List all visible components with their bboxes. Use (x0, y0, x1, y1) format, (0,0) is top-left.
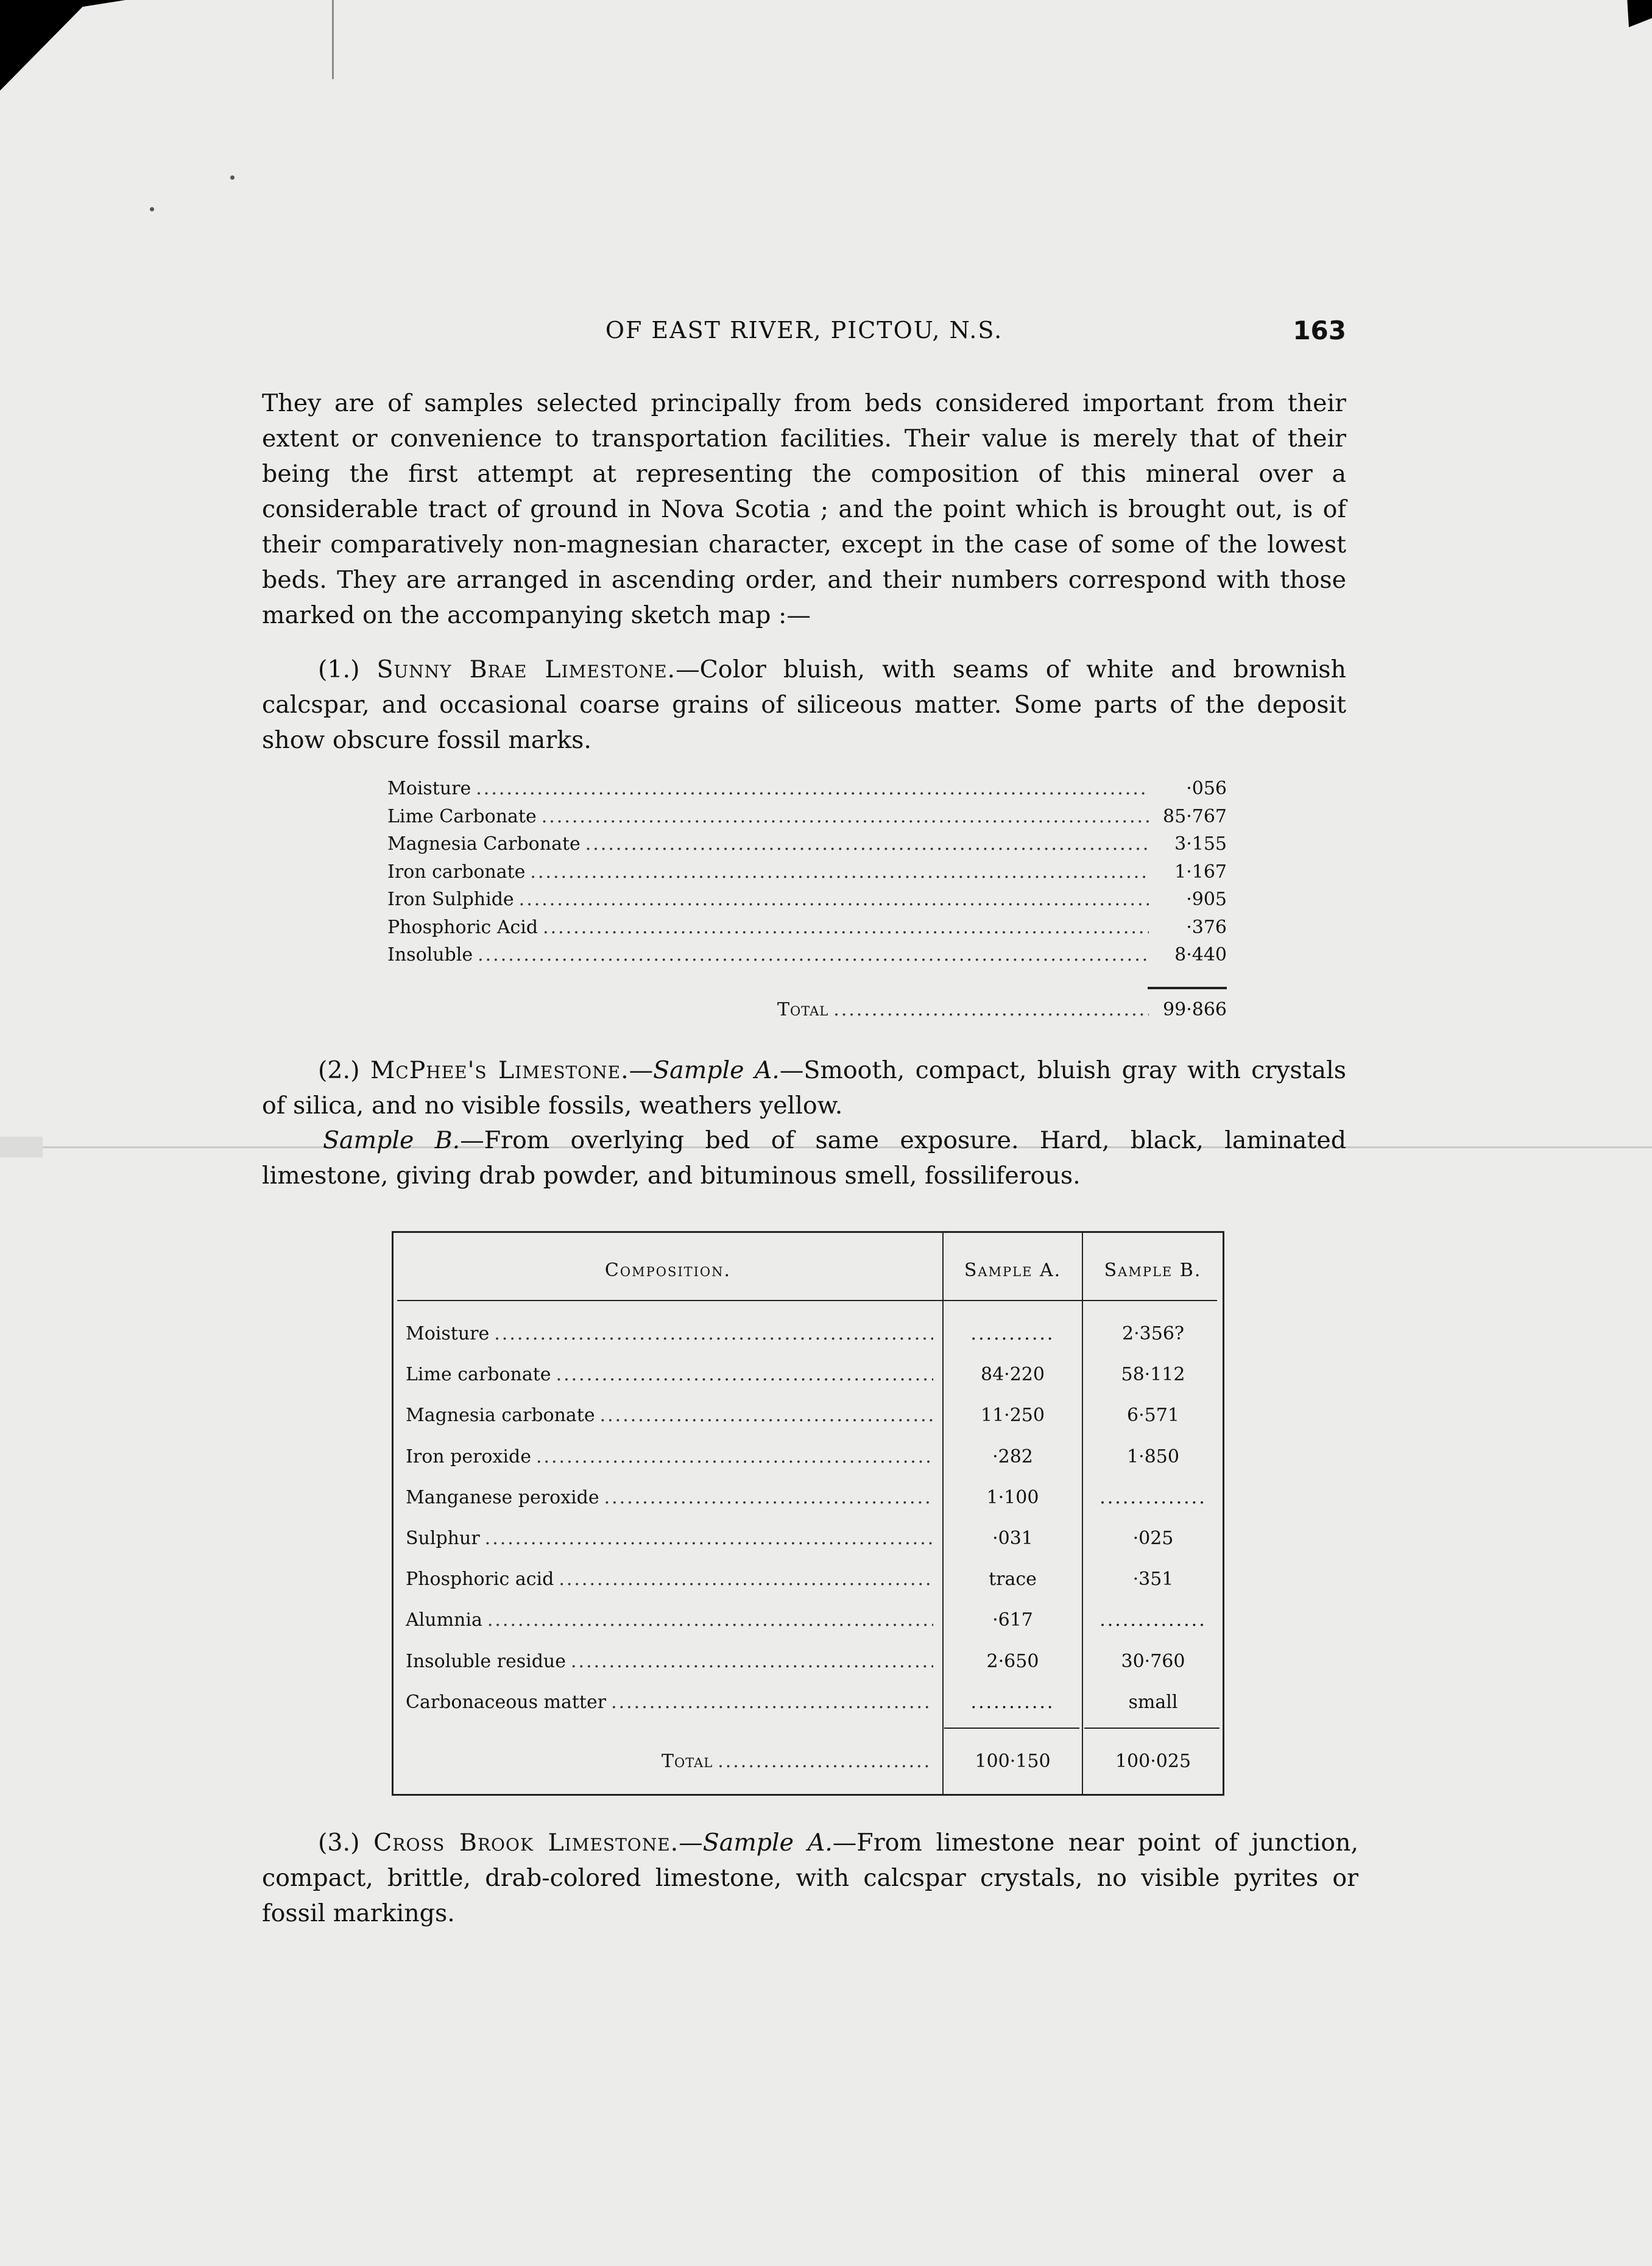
running-head: OF EAST RIVER, PICTOU, N.S. (605, 317, 1003, 344)
composition-cell (406, 1569, 933, 1590)
analysis-value: ·905 (1186, 889, 1227, 910)
analysis-row (387, 778, 1227, 806)
composition-cell (406, 1651, 933, 1672)
paper-speck (230, 175, 235, 180)
section-2-sample-b-paragraph (262, 1123, 1346, 1196)
paper-fold-notch (0, 1137, 43, 1157)
analysis-label: Magnesia Carbonate (387, 833, 581, 855)
analysis-row (387, 833, 1227, 861)
section-title: Cross Brook Limestone. (373, 1829, 679, 1857)
sample-a-intro: — (629, 1056, 654, 1084)
leader-dots (487, 1609, 933, 1631)
composition-label: Lime carbonate (406, 1364, 551, 1386)
composition-label: Sulphur (406, 1528, 480, 1549)
leader-dots (600, 1405, 933, 1426)
table-row (394, 1487, 1223, 1527)
section-number: (1.) (318, 655, 360, 683)
leader-dots (536, 1446, 933, 1467)
composition-cell (406, 1405, 933, 1426)
analysis-value: 3·155 (1174, 833, 1227, 855)
sample-b-value: 58·112 (1121, 1364, 1185, 1386)
composition-label: Manganese peroxide (406, 1486, 599, 1508)
table-row (394, 1569, 1223, 1609)
leader-dots (559, 1569, 933, 1590)
leader-dots (530, 861, 1149, 883)
sample-a-value: ·282 (992, 1445, 1033, 1467)
paper-crease (332, 0, 334, 79)
analysis-label: Insoluble (387, 944, 473, 965)
table-row (394, 1323, 1223, 1363)
table-row (394, 1651, 1223, 1691)
section-2-paragraph (262, 1053, 1346, 1126)
leader-dots (571, 1651, 933, 1672)
composition-cell (406, 1528, 933, 1549)
sample-a-label: Sample A. (702, 1829, 833, 1857)
composition-label: Moisture (406, 1323, 490, 1344)
analysis-value: 8·440 (1174, 944, 1227, 965)
intro-paragraph: They are of samples selected principally from beds considered important from their extent or convenience to transportation facilities. Their value is merely that of their being the first attempt at representing the composition of this mineral over a considerable tract of ground in Nova Scotia ; and the point which is brought out, is of their comparatively non-magnesian character, except in the case of some of the lowest beds. They are arranged in ascending order, and their numbers correspond with those marked on the accompanying sketch map :— (262, 389, 1346, 629)
leader-dots (604, 1487, 933, 1508)
section-number: (2.) (318, 1056, 360, 1084)
sample-a-intro: — (679, 1829, 703, 1857)
table-row (394, 1405, 1223, 1445)
page-header (262, 317, 1346, 359)
analysis-label: Iron carbonate (387, 861, 526, 883)
leader-dots (543, 917, 1149, 938)
sample-b-value: ·351 (1132, 1569, 1174, 1590)
analysis-value: ·056 (1186, 778, 1227, 799)
section-text: —From limestone near point of junction, compact, brittle, drab-colored limestone, with calcspar crystals, no visible pyrites or fossil markings. (262, 1829, 1358, 1927)
composition-label: Alumnia (406, 1609, 482, 1631)
section-text: —Color bluish, with seams of white and brownish calcspar, and occasional coarse grains of siliceous matter. Some parts of the deposit show obscure fossil marks. (262, 655, 1346, 754)
sample-a-value: 11·250 (981, 1405, 1045, 1427)
sample-a-value: 1·100 (986, 1486, 1039, 1508)
section-1-paragraph (262, 652, 1346, 758)
analysis-label: Lime Carbonate (387, 805, 537, 827)
sample-b-value: 30·760 (1121, 1650, 1185, 1672)
sample-b-value: .............. (1100, 1486, 1207, 1508)
leader-dots (478, 944, 1149, 965)
composition-label: Iron peroxide (406, 1445, 531, 1467)
analysis-label: Iron Sulphide (387, 889, 514, 910)
analysis-row (387, 806, 1227, 834)
analysis-label: Phosphoric Acid (387, 916, 538, 938)
leader-dots (542, 806, 1149, 827)
table-row (394, 1528, 1223, 1568)
table-row (394, 1692, 1223, 1732)
composition-cell (406, 1487, 933, 1508)
sample-b-text: —From overlying bed of same exposure. Hard, black, laminated limestone, giving drab powder, and bituminous smell, fossiliferous. (262, 1126, 1346, 1190)
sample-b-label: Sample B. (323, 1126, 461, 1154)
section-3-paragraph (262, 1825, 1358, 1935)
table-header-sample-b: Sample B. (1104, 1260, 1202, 1281)
composition-cell (406, 1364, 933, 1385)
composition-table (392, 1231, 1224, 1796)
total-sample-b: 100·025 (1115, 1751, 1191, 1772)
sample-b-value: small (1128, 1691, 1178, 1713)
analysis-total-row (777, 999, 1227, 1027)
table-header-sample-a: Sample A. (964, 1260, 1062, 1281)
table-header-composition: Composition. (604, 1260, 732, 1281)
analysis-row (387, 917, 1227, 945)
total-rule (1148, 987, 1227, 989)
leader-dots (585, 833, 1149, 855)
total-label: Total (662, 1751, 713, 1772)
table-row (394, 1609, 1223, 1650)
analysis-row (387, 944, 1227, 972)
composition-cell (406, 1609, 933, 1631)
paper-speck (150, 207, 154, 211)
sample-b-value: 6·571 (1127, 1405, 1179, 1427)
table-row (394, 1446, 1223, 1486)
sample-a-value: trace (989, 1569, 1037, 1590)
analysis-value: ·376 (1186, 916, 1227, 938)
leader-dots (611, 1692, 933, 1713)
leader-dots (519, 889, 1149, 910)
composition-label: Magnesia carbonate (406, 1405, 595, 1427)
analysis-row (387, 861, 1227, 889)
section-number: (3.) (318, 1829, 360, 1857)
leader-dots (556, 1364, 933, 1385)
analysis-list-1 (387, 778, 1227, 972)
composition-label: Carbonaceous matter (406, 1691, 607, 1713)
sample-a-text: —Smooth, compact, bluish gray with crystals of silica, and no visible fossils, weathers yellow. (262, 1056, 1346, 1120)
section-title: Sunny Brae Limestone. (376, 655, 676, 683)
table-row (394, 1364, 1223, 1404)
sample-a-value: ........... (970, 1323, 1055, 1344)
leader-dots (494, 1323, 933, 1344)
analysis-row (387, 889, 1227, 917)
analysis-value: 85·767 (1163, 805, 1227, 827)
total-label-cell (662, 1751, 933, 1772)
sample-a-value: 84·220 (981, 1364, 1045, 1386)
leader-dots (718, 1751, 933, 1772)
total-label: Total (777, 999, 829, 1020)
sample-b-value: 2·356? (1122, 1323, 1184, 1344)
leader-dots (485, 1528, 933, 1549)
sample-a-value: ........... (970, 1691, 1055, 1713)
composition-cell (406, 1323, 933, 1344)
page-number: 163 (1293, 316, 1346, 345)
table-total-row (394, 1751, 1223, 1791)
composition-cell (406, 1446, 933, 1467)
sample-a-label: Sample A. (653, 1056, 780, 1084)
section-title: McPhee's Limestone. (370, 1056, 629, 1084)
sample-a-value: 2·650 (986, 1650, 1039, 1672)
total-sample-a: 100·150 (975, 1751, 1051, 1772)
table-header-rule (397, 1300, 1217, 1301)
leader-dots (476, 778, 1149, 799)
sample-a-value: ·031 (992, 1528, 1033, 1549)
composition-label: Phosphoric acid (406, 1569, 554, 1590)
sample-b-value: ·025 (1132, 1528, 1174, 1549)
leader-dots (833, 999, 1149, 1020)
sample-b-value: 1·850 (1127, 1445, 1179, 1467)
analysis-label: Moisture (387, 778, 471, 799)
composition-label: Insoluble residue (406, 1650, 566, 1672)
composition-cell (406, 1692, 933, 1713)
sample-b-value: .............. (1100, 1609, 1207, 1631)
analysis-value: 1·167 (1174, 861, 1227, 883)
total-value: 99·866 (1163, 999, 1227, 1020)
sample-a-value: ·617 (992, 1609, 1033, 1631)
